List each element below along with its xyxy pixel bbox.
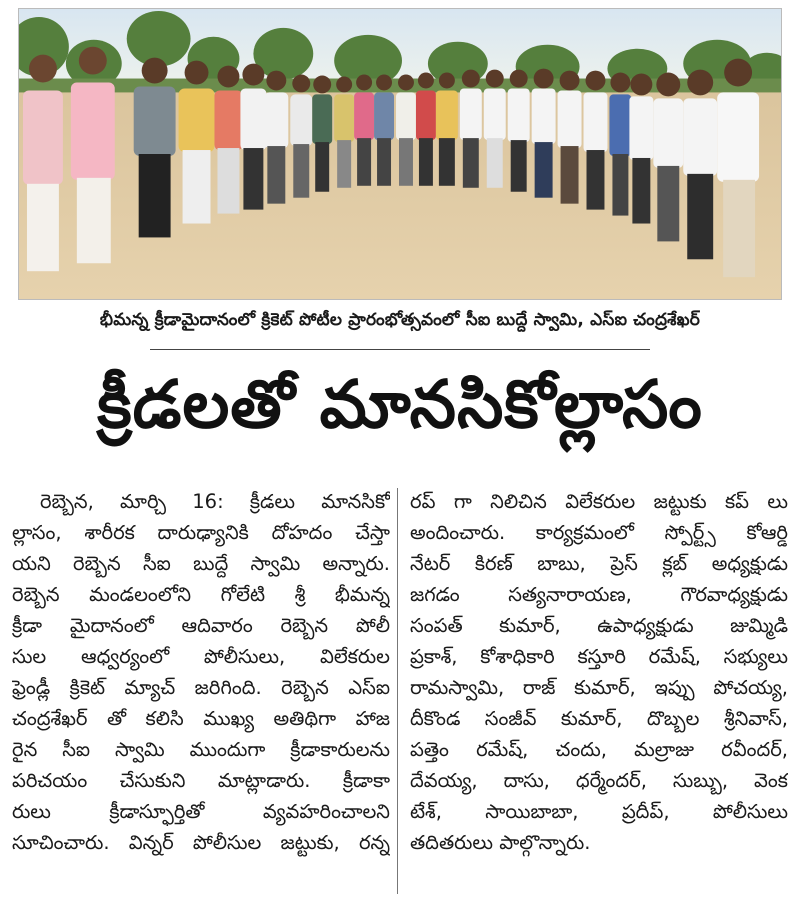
- article-line: తదితరులు పాల్గొన్నారు.: [410, 831, 591, 854]
- article-line: రైన సీఐ స్వామి ముందుగా క్రీడాకారులను: [12, 738, 390, 761]
- article-line: ప్రకాశ్, కోశాధికారి కస్తూరి రమేష్, సభ్యులు: [410, 645, 788, 668]
- article-line: సంపత్ కుమార్, ఉపాధ్యక్షుడు జుమ్మిడి: [410, 614, 788, 637]
- article-line: సుల ఆధ్వర్యంలో పోలీసులు, విలేకరుల: [12, 645, 390, 668]
- article-line: జగడం సత్యనారాయణ, గౌరవాధ్యక్షుడు: [410, 583, 788, 606]
- article-line: పత్తెం రమేష్, చందు, మల్రాజు రవీందర్,: [410, 738, 788, 761]
- article-line: పరిచయం చేసుకుని మాట్లాడారు. క్రీడాకా: [12, 769, 390, 792]
- headline: క్రీడలతో మానసికోల్లాసం: [97, 365, 703, 443]
- article-line: సూచించారు. విన్నర్ పోలీసుల జట్టుకు, రన్న: [12, 831, 390, 854]
- column-divider: [397, 488, 398, 894]
- group-photo: [18, 8, 782, 300]
- article-column-left: [12, 486, 390, 896]
- group-photo-icon: [19, 9, 781, 299]
- article-line: ల్లాసం, శారీరక దారుఢ్యానికి దోహదం చేస్తా: [12, 521, 390, 544]
- article-line: నేటర్ కిరణ్ బాబు, ప్రెస్ క్లబ్ అధ్యక్షుడు: [410, 552, 788, 575]
- article-line: చంద్రశేఖర్ తో కలిసి ముఖ్య అతిథిగా హాజ: [12, 707, 390, 730]
- caption-divider: [150, 349, 650, 350]
- photo-caption: భీమన్న క్రీడామైదానంలో క్రికెట్ పోటీల ప్రారంభోత్సవంలో సీఐ బుద్దే స్వామి, ఎస్ఐ చంద్రశేఖర్: [99, 310, 701, 330]
- article-line: టేశ్, సాయిబాబా, ప్రదీప్, పోలీసులు: [410, 800, 788, 823]
- article-line: రామస్వామి, రాజ్ కుమార్, ఇప్పు పోచయ్య,: [410, 676, 788, 699]
- article-line: దేవయ్య, దాసు, ధర్మేందర్, సుబ్బు, వెంక: [410, 769, 788, 792]
- article-line: దీకొండ సంజీవ్ కుమార్, దొబ్బల శ్రీనివాస్,: [410, 707, 788, 730]
- article-line: క్రీడా మైదానంలో ఆదివారం రెబ్బెన పోలీ: [12, 614, 390, 637]
- article-line: ఫ్రెండ్లీ క్రికెట్ మ్యాచ్ జరిగింది. రెబ్బెన ఎస్ఐ: [12, 676, 390, 699]
- article-line: అందించారు. కార్యక్రమంలో స్పోర్ట్స్ కోఆర్డి: [410, 521, 788, 544]
- article-line: రులు క్రీడాస్ఫూర్తితో వ్యవహరించాలని: [12, 800, 390, 823]
- article-line: యని రెబ్బెన సీఐ బుద్దే స్వామి అన్నారు.: [12, 552, 390, 575]
- article-line: రప్ గా నిలిచిన విలేకరుల జట్టుకు కప్ లు: [410, 490, 788, 513]
- article-column-right: [410, 486, 788, 896]
- article-line: రెబ్బెన మండలంలోని గోలేటి శ్రీ భీమన్న: [12, 583, 390, 606]
- article-line: రెబ్బెన, మార్చి 16: క్రీడలు మానసికో: [40, 490, 390, 513]
